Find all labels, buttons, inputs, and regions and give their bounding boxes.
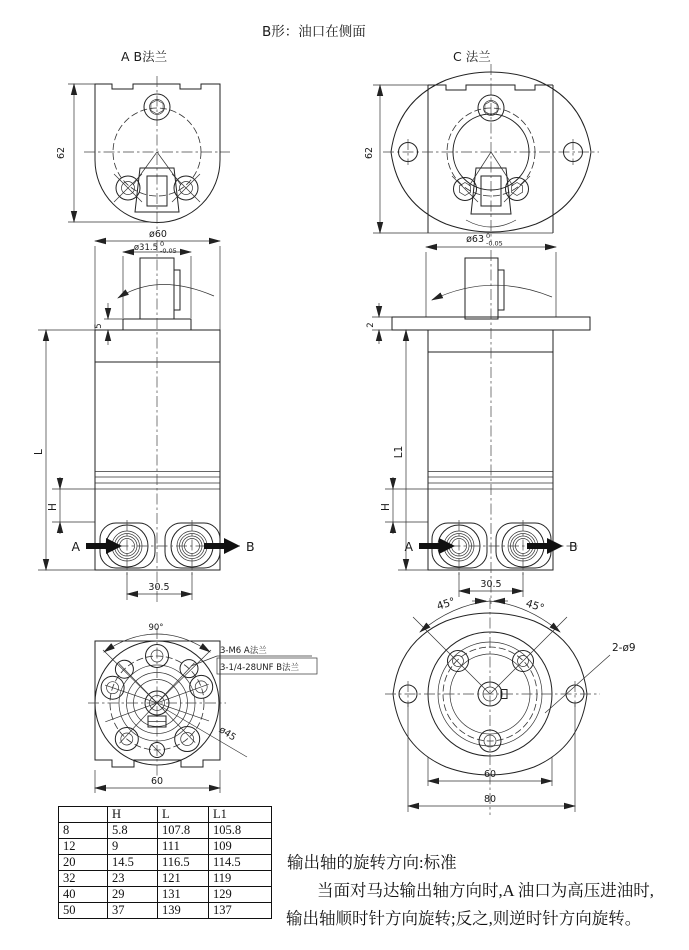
dim-width-60: 60	[483, 769, 497, 780]
dim-bolt-circle-45: ø45	[216, 724, 238, 744]
dim-holes-2x9: 2-ø9	[612, 642, 636, 654]
cell: 40	[59, 887, 108, 903]
cell: 50	[59, 903, 108, 919]
spec-table	[58, 806, 272, 919]
table-row	[59, 887, 272, 903]
cell: 23	[108, 871, 158, 887]
dim-length-L1: L1	[393, 445, 405, 459]
dim-dia-63: ø63	[466, 234, 484, 245]
col-header-L: L	[158, 807, 209, 823]
dim-height-ab: 62	[56, 146, 67, 160]
cell: 131	[158, 887, 209, 903]
table-row	[59, 855, 272, 871]
cell: 37	[108, 903, 158, 919]
col-header-H: H	[108, 807, 158, 823]
cell: 109	[209, 839, 272, 855]
port-label-a: A	[71, 539, 80, 554]
cell: 139	[158, 903, 209, 919]
note-rotation-line2: 当面对马达输出轴方向时,A 油口为高压进油时,	[317, 881, 654, 900]
note-rotation-line3: 输出轴顺时针方向旋转;反之,则逆时针方向旋转。	[286, 909, 642, 928]
cell: 105.8	[209, 823, 272, 839]
dim-pilot-tol-lo: -0.05	[160, 247, 177, 255]
table-row	[59, 839, 272, 855]
cell: 32	[59, 871, 108, 887]
dim-angle-45-right: 45°	[524, 597, 546, 615]
label-flange-c: C 法兰	[453, 49, 491, 64]
bottom-view-c	[385, 596, 636, 815]
callout-m6-a-flange: 3-M6 A法兰	[220, 646, 267, 656]
bolt-hole	[448, 651, 469, 672]
callout-unf-b-flange: 3-1/4-28UNF B法兰	[220, 663, 300, 673]
table-row	[59, 871, 272, 887]
cell: 20	[59, 855, 108, 871]
cell: 114.5	[209, 855, 272, 871]
dim-port-spacing: 30.5	[148, 582, 170, 593]
cell: 121	[158, 871, 209, 887]
cell: 8	[59, 823, 108, 839]
dim-pilot-dia: ø31.5	[133, 243, 158, 253]
dim-boss-height: 5	[94, 323, 104, 329]
col-header-L1: L1	[209, 807, 272, 823]
flow-arrow-b	[527, 538, 563, 554]
cell: 111	[158, 839, 209, 855]
dim-port-spacing: 30.5	[480, 579, 502, 590]
front-view-c	[364, 64, 599, 242]
note-rotation-standard: 输出轴的旋转方向:标准	[287, 853, 457, 872]
cell: 137	[209, 903, 272, 919]
cell: 29	[108, 887, 158, 903]
table-row	[59, 823, 272, 839]
cell: 129	[209, 887, 272, 903]
flow-arrow-b	[204, 538, 240, 554]
dim-angle-45-left: 45°	[435, 595, 457, 613]
cell: 119	[209, 871, 272, 887]
dim-dia-63-tol-hi: 0	[486, 232, 491, 240]
dim-port-height-H: H	[47, 503, 59, 511]
port-label-b: B	[246, 539, 255, 554]
table-header-row	[59, 807, 272, 823]
page-title: B形：油口在侧面	[262, 24, 366, 40]
cell: 14.5	[108, 855, 158, 871]
col-header-size	[59, 807, 108, 823]
dim-mount-width-80: 80	[483, 794, 497, 805]
dim-flange-thickness: 2	[366, 322, 376, 328]
dim-width-60: 60	[150, 776, 164, 787]
cell: 12	[59, 839, 108, 855]
cell: 116.5	[158, 855, 209, 871]
dim-length-L: L	[33, 449, 45, 455]
label-flange-ab: A B法兰	[121, 49, 168, 64]
dim-dia-60: ø60	[149, 229, 167, 240]
flow-arrow-a	[419, 538, 455, 554]
cell: 107.8	[158, 823, 209, 839]
dim-angle-90: 90°	[148, 623, 164, 633]
bottom-view-ab	[88, 623, 317, 793]
front-view-ab	[56, 76, 230, 232]
dim-pilot-tol-hi: 0	[160, 240, 165, 248]
port-label-a: A	[404, 539, 413, 554]
dim-height-c: 62	[364, 146, 375, 160]
side-view-c	[366, 232, 590, 604]
side-view-b	[33, 229, 255, 604]
dim-dia-63-tol-lo: -0.05	[486, 239, 503, 248]
flow-arrow-a	[86, 538, 122, 554]
table-row	[59, 903, 272, 919]
cell: 9	[108, 839, 158, 855]
cell: 5.8	[108, 823, 158, 839]
dim-port-height-H: H	[380, 503, 392, 511]
port-label-b: B	[569, 539, 578, 554]
